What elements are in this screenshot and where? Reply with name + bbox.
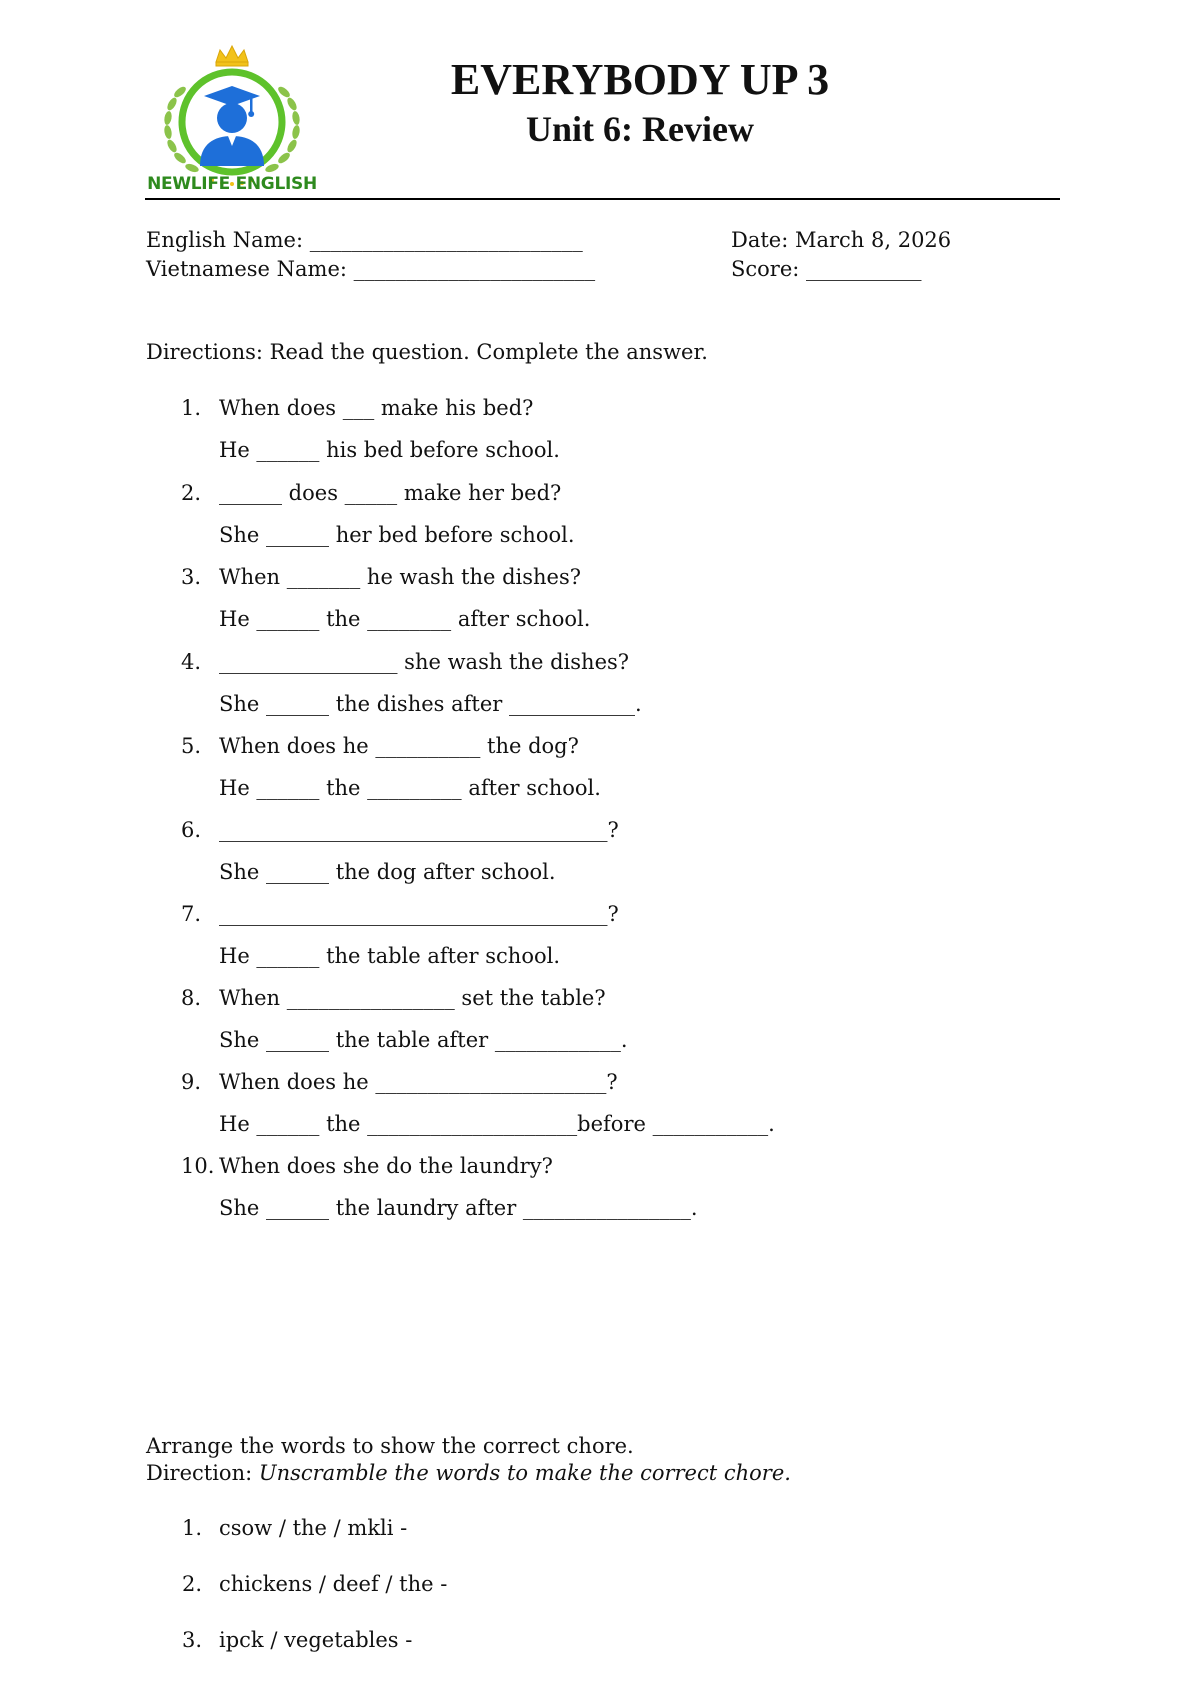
page-title: EVERYBODY UP 3 (450, 55, 830, 104)
direction-label: Direction: (146, 1461, 253, 1485)
unscramble-text: csow / the / mkli - (219, 1516, 408, 1540)
unscramble-number: 1. (182, 1516, 203, 1540)
answer-text: He ______ his bed before school. (219, 438, 560, 462)
question-number: 8. (181, 986, 202, 1010)
question-number: 6. (181, 818, 202, 842)
question-text: When does ___ make his bed? (219, 396, 534, 420)
english-name-field: English Name: __________________________ (146, 228, 583, 252)
question-text: _____________________________________? (219, 818, 619, 842)
header-divider (145, 198, 1060, 200)
answer-text: She ______ the dishes after ____________. (219, 692, 642, 716)
section2-heading: Arrange the words to show the correct chore. (146, 1434, 634, 1458)
question-number: 9. (181, 1070, 202, 1094)
question-text: When does she do the laundry? (219, 1154, 553, 1178)
question-number: 10. (181, 1154, 215, 1178)
question-text: When does he __________ the dog? (219, 734, 579, 758)
answer-text: He ______ the _________ after school. (219, 776, 601, 800)
page-subtitle: Unit 6: Review (526, 109, 754, 149)
section1-directions: Directions: Read the question. Complete the answer. (146, 340, 708, 364)
answer-text: She ______ the table after ____________. (219, 1028, 628, 1052)
question-text: _________________ she wash the dishes? (219, 650, 630, 674)
answer-text: She ______ the dog after school. (219, 860, 556, 884)
crown-icon (216, 46, 248, 66)
section2-direction (146, 1463, 791, 1484)
question-text: When ________________ set the table? (219, 986, 606, 1010)
unscramble-text: ipck / vegetables - (219, 1628, 413, 1652)
question-text: _____________________________________? (219, 902, 619, 926)
question-text: When does he ______________________? (219, 1070, 618, 1094)
vietnamese-name-field: Vietnamese Name: _______________________ (146, 257, 596, 281)
question-number: 2. (181, 481, 202, 505)
question-number: 4. (181, 650, 202, 674)
direction-text: Unscramble the words to make the correct chore. (258, 1461, 791, 1485)
answer-text: She ______ the laundry after ________________. (219, 1196, 698, 1220)
question-number: 7. (181, 902, 202, 926)
answer-text: He ______ the table after school. (219, 944, 560, 968)
answer-text: He ______ the ____________________before ___________. (219, 1112, 775, 1136)
question-number: 1. (181, 396, 202, 420)
date-field: Date: March 8, 2026 (731, 228, 952, 252)
question-text: ______ does _____ make her bed? (219, 481, 562, 505)
answer-text: She ______ her bed before school. (219, 523, 575, 547)
question-number: 3. (181, 565, 202, 589)
logo-text: NEWLIFE ENGLISH (147, 174, 317, 194)
unscramble-number: 3. (182, 1628, 203, 1652)
question-number: 5. (181, 734, 202, 758)
unscramble-number: 2. (182, 1572, 203, 1596)
answer-text: He ______ the ________ after school. (219, 607, 591, 631)
unscramble-text: chickens / deef / the - (219, 1572, 448, 1596)
score-field: Score: ___________ (731, 257, 922, 281)
question-text: When _______ he wash the dishes? (219, 565, 582, 589)
